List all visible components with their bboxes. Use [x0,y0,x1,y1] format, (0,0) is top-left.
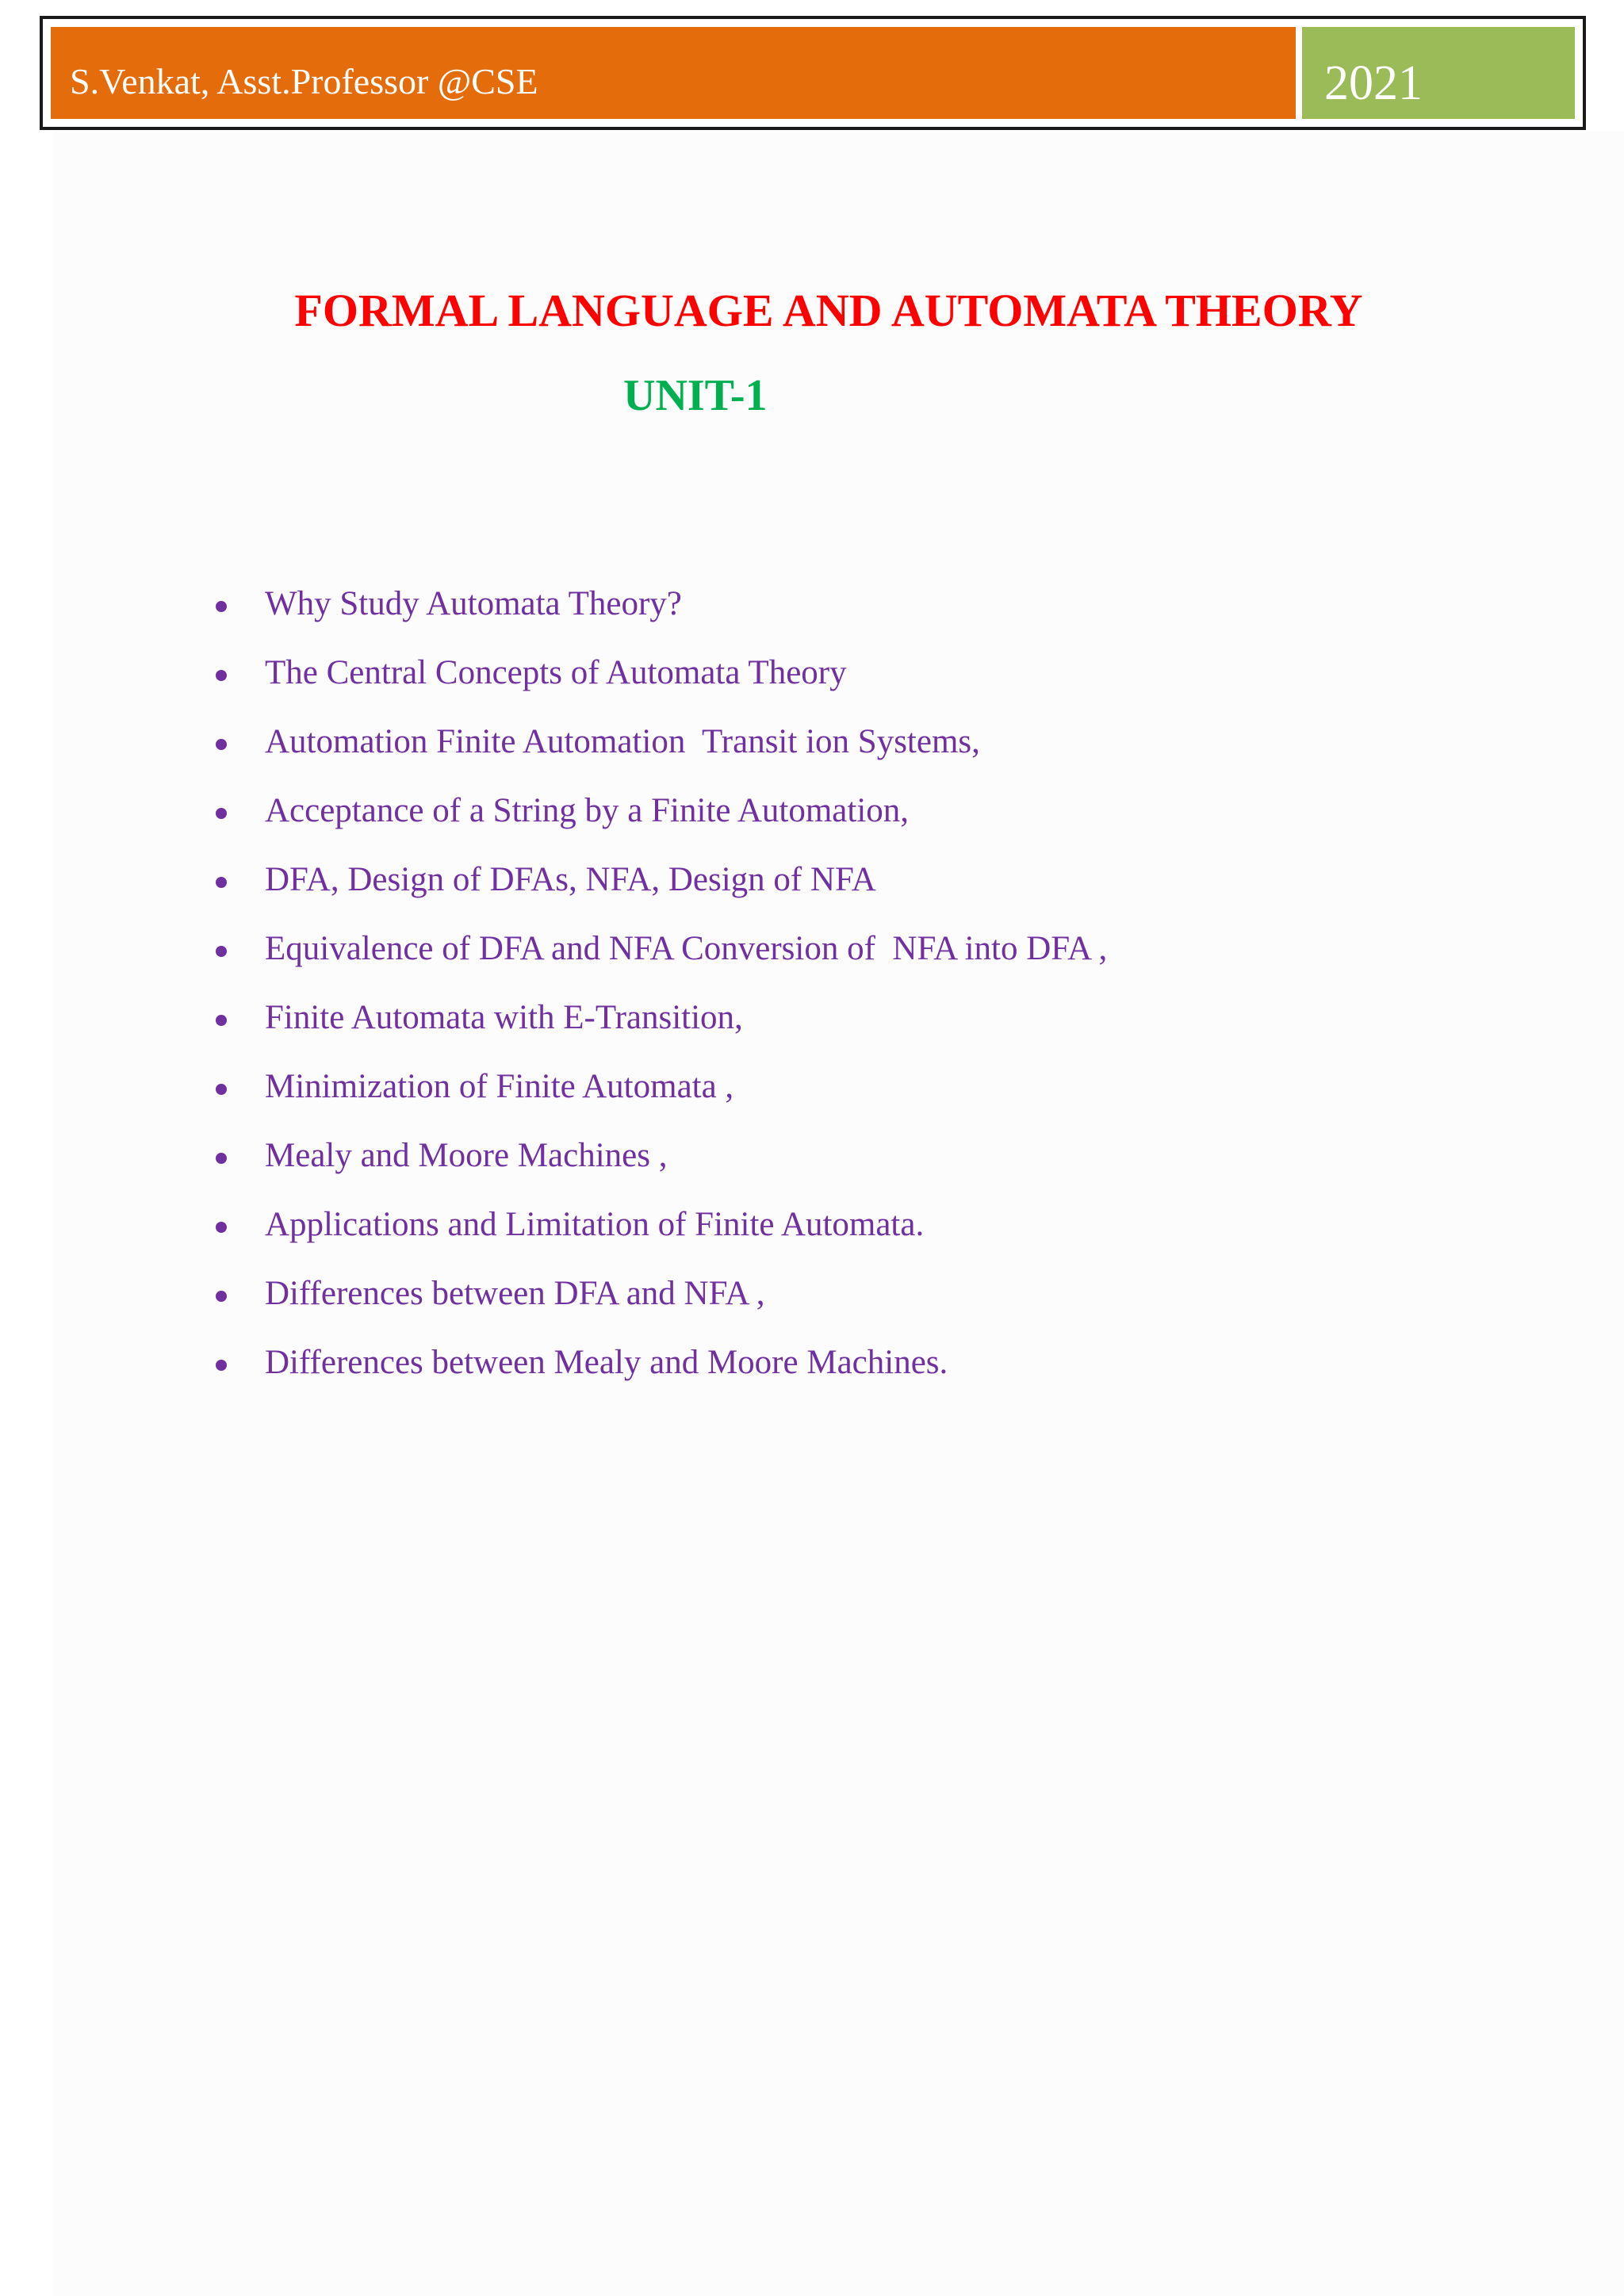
bullet-icon [216,808,227,819]
page-header [40,16,1586,130]
topic-text: The Central Concepts of Automata Theory [265,654,847,691]
bullet-icon [216,1222,227,1233]
bullet-icon [216,1153,227,1164]
header-year-box [1302,27,1575,119]
topic-text: Mealy and Moore Machines , [265,1137,668,1174]
topic-text: DFA, Design of DFAs, NFA, Design of NFA [265,861,876,898]
topic-text: Differences between Mealy and Moore Machines. [265,1344,948,1381]
topic-text: Why Study Automata Theory? [265,585,682,622]
bullet-icon [216,1291,227,1302]
topic-text: Finite Automata with E-Transition, [265,999,743,1036]
topic-text: Acceptance of a String by a Finite Automation, [265,792,910,829]
bullet-icon [216,670,227,681]
topic-text: Applications and Limitation of Finite Automata. [265,1206,925,1243]
topic-text: Equivalence of DFA and NFA Conversion of NFA into DFA , [265,930,1108,967]
topic-text: Differences between DFA and NFA , [265,1275,765,1312]
bullet-icon [216,946,227,957]
document-title: FORMAL LANGUAGE AND AUTOMATA THEORY [294,285,1363,336]
bullet-icon [216,877,227,888]
unit-heading: UNIT-1 [623,371,768,420]
bullet-icon [216,1360,227,1371]
topic-text: Automation Finite Automation Transit ion Systems, [265,723,980,760]
header-year: 2021 [1324,56,1423,110]
bullet-icon [216,1015,227,1026]
bullet-icon [216,601,227,612]
header-author: S.Venkat, Asst.Professor @CSE [70,61,538,101]
header-author-box [51,27,1296,119]
bullet-icon [216,739,227,750]
topic-text: Minimization of Finite Automata , [265,1068,734,1105]
bullet-icon [216,1084,227,1095]
